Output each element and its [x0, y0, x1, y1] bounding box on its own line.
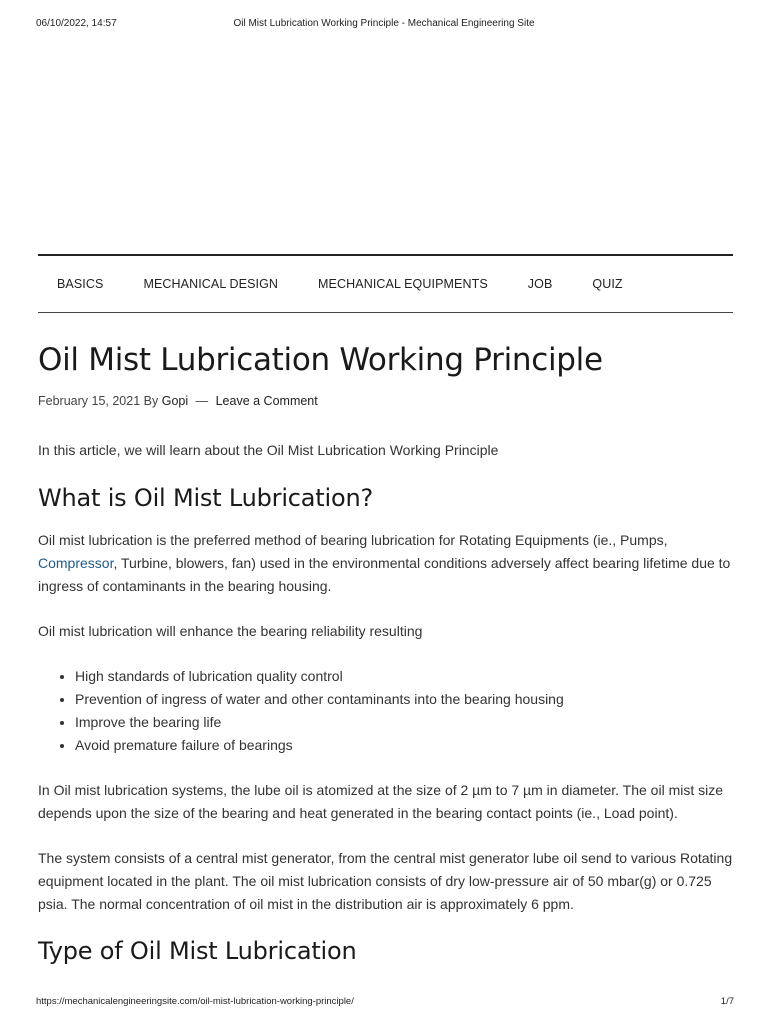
article-title: Oil Mist Lubrication Working Principle [38, 342, 603, 378]
print-page-title: Oil Mist Lubrication Working Principle - Mechanical Engineering Site [233, 18, 535, 29]
author-link[interactable]: Gopi [161, 394, 189, 408]
definition-text-start: Oil mist lubrication is the preferred method of bearing lubrication for Rotating Equipments (ie., Pumps, [38, 532, 668, 548]
post-date: February 15, 2021 [38, 394, 141, 408]
reliability-paragraph: Oil mist lubrication will enhance the bearing reliability resulting [38, 623, 423, 639]
nav-item-job[interactable]: JOB [527, 277, 553, 291]
section-heading-what-is: What is Oil Mist Lubrication? [38, 484, 374, 512]
definition-text-end: , Turbine, blowers, fan) used in the environmental conditions adversely affect bearing lifetime due to ingress of contaminants in the bearing housing. [38, 555, 731, 594]
atomization-paragraph: In Oil mist lubrication systems, the lube oil is atomized at the size of 2 µm to 7 µm in diameter. The oil mist size depends upon the size of the bearing and heat generated in the bearing contact points (ie., Load point). [38, 782, 724, 821]
benefits-list [38, 665, 564, 757]
print-page-number: 1/7 [720, 996, 734, 1007]
by-label: By [143, 394, 159, 408]
definition-paragraph [38, 529, 738, 598]
nav-item-mechanical-equipments[interactable]: MECHANICAL EQUIPMENTS [318, 277, 488, 291]
list-item: • High standards of lubrication quality control [75, 665, 564, 688]
print-url: https://mechanicalengineeringsite.com/oil-mist-lubrication-working-principle/ [36, 996, 354, 1007]
main-navigation [38, 254, 733, 313]
print-header [0, 18, 768, 32]
print-datetime: 06/10/2022, 14:57 [36, 18, 117, 29]
nav-item-quiz[interactable]: QUIZ [592, 277, 623, 291]
intro-paragraph: In this article, we will learn about the Oil Mist Lubrication Working Principle [38, 442, 499, 458]
leave-comment-link[interactable]: Leave a Comment [215, 394, 318, 408]
list-item: • Prevention of ingress of water and other contaminants into the bearing housing [75, 688, 564, 711]
list-item: • Avoid premature failure of bearings [75, 734, 564, 757]
nav-item-mechanical-design[interactable]: MECHANICAL DESIGN [143, 277, 279, 291]
nav-item-basics[interactable]: BASICS [57, 277, 104, 291]
section-heading-types: Type of Oil Mist Lubrication [38, 937, 357, 965]
print-footer [0, 996, 768, 1010]
meta-separator: — [195, 394, 209, 408]
article-meta [38, 394, 318, 408]
compressor-link[interactable]: Compressor [38, 555, 114, 571]
list-item: • Improve the bearing life [75, 711, 564, 734]
system-paragraph: The system consists of a central mist generator, from the central mist generator lube oil send to various Rotating equipment located in the plant. The oil mist lubrication consists of dry low-pressure air of 50 mbar(g) or 0.725 psia. The normal concentration of oil mist in the distribution air is approximately 6 ppm. [38, 850, 733, 912]
